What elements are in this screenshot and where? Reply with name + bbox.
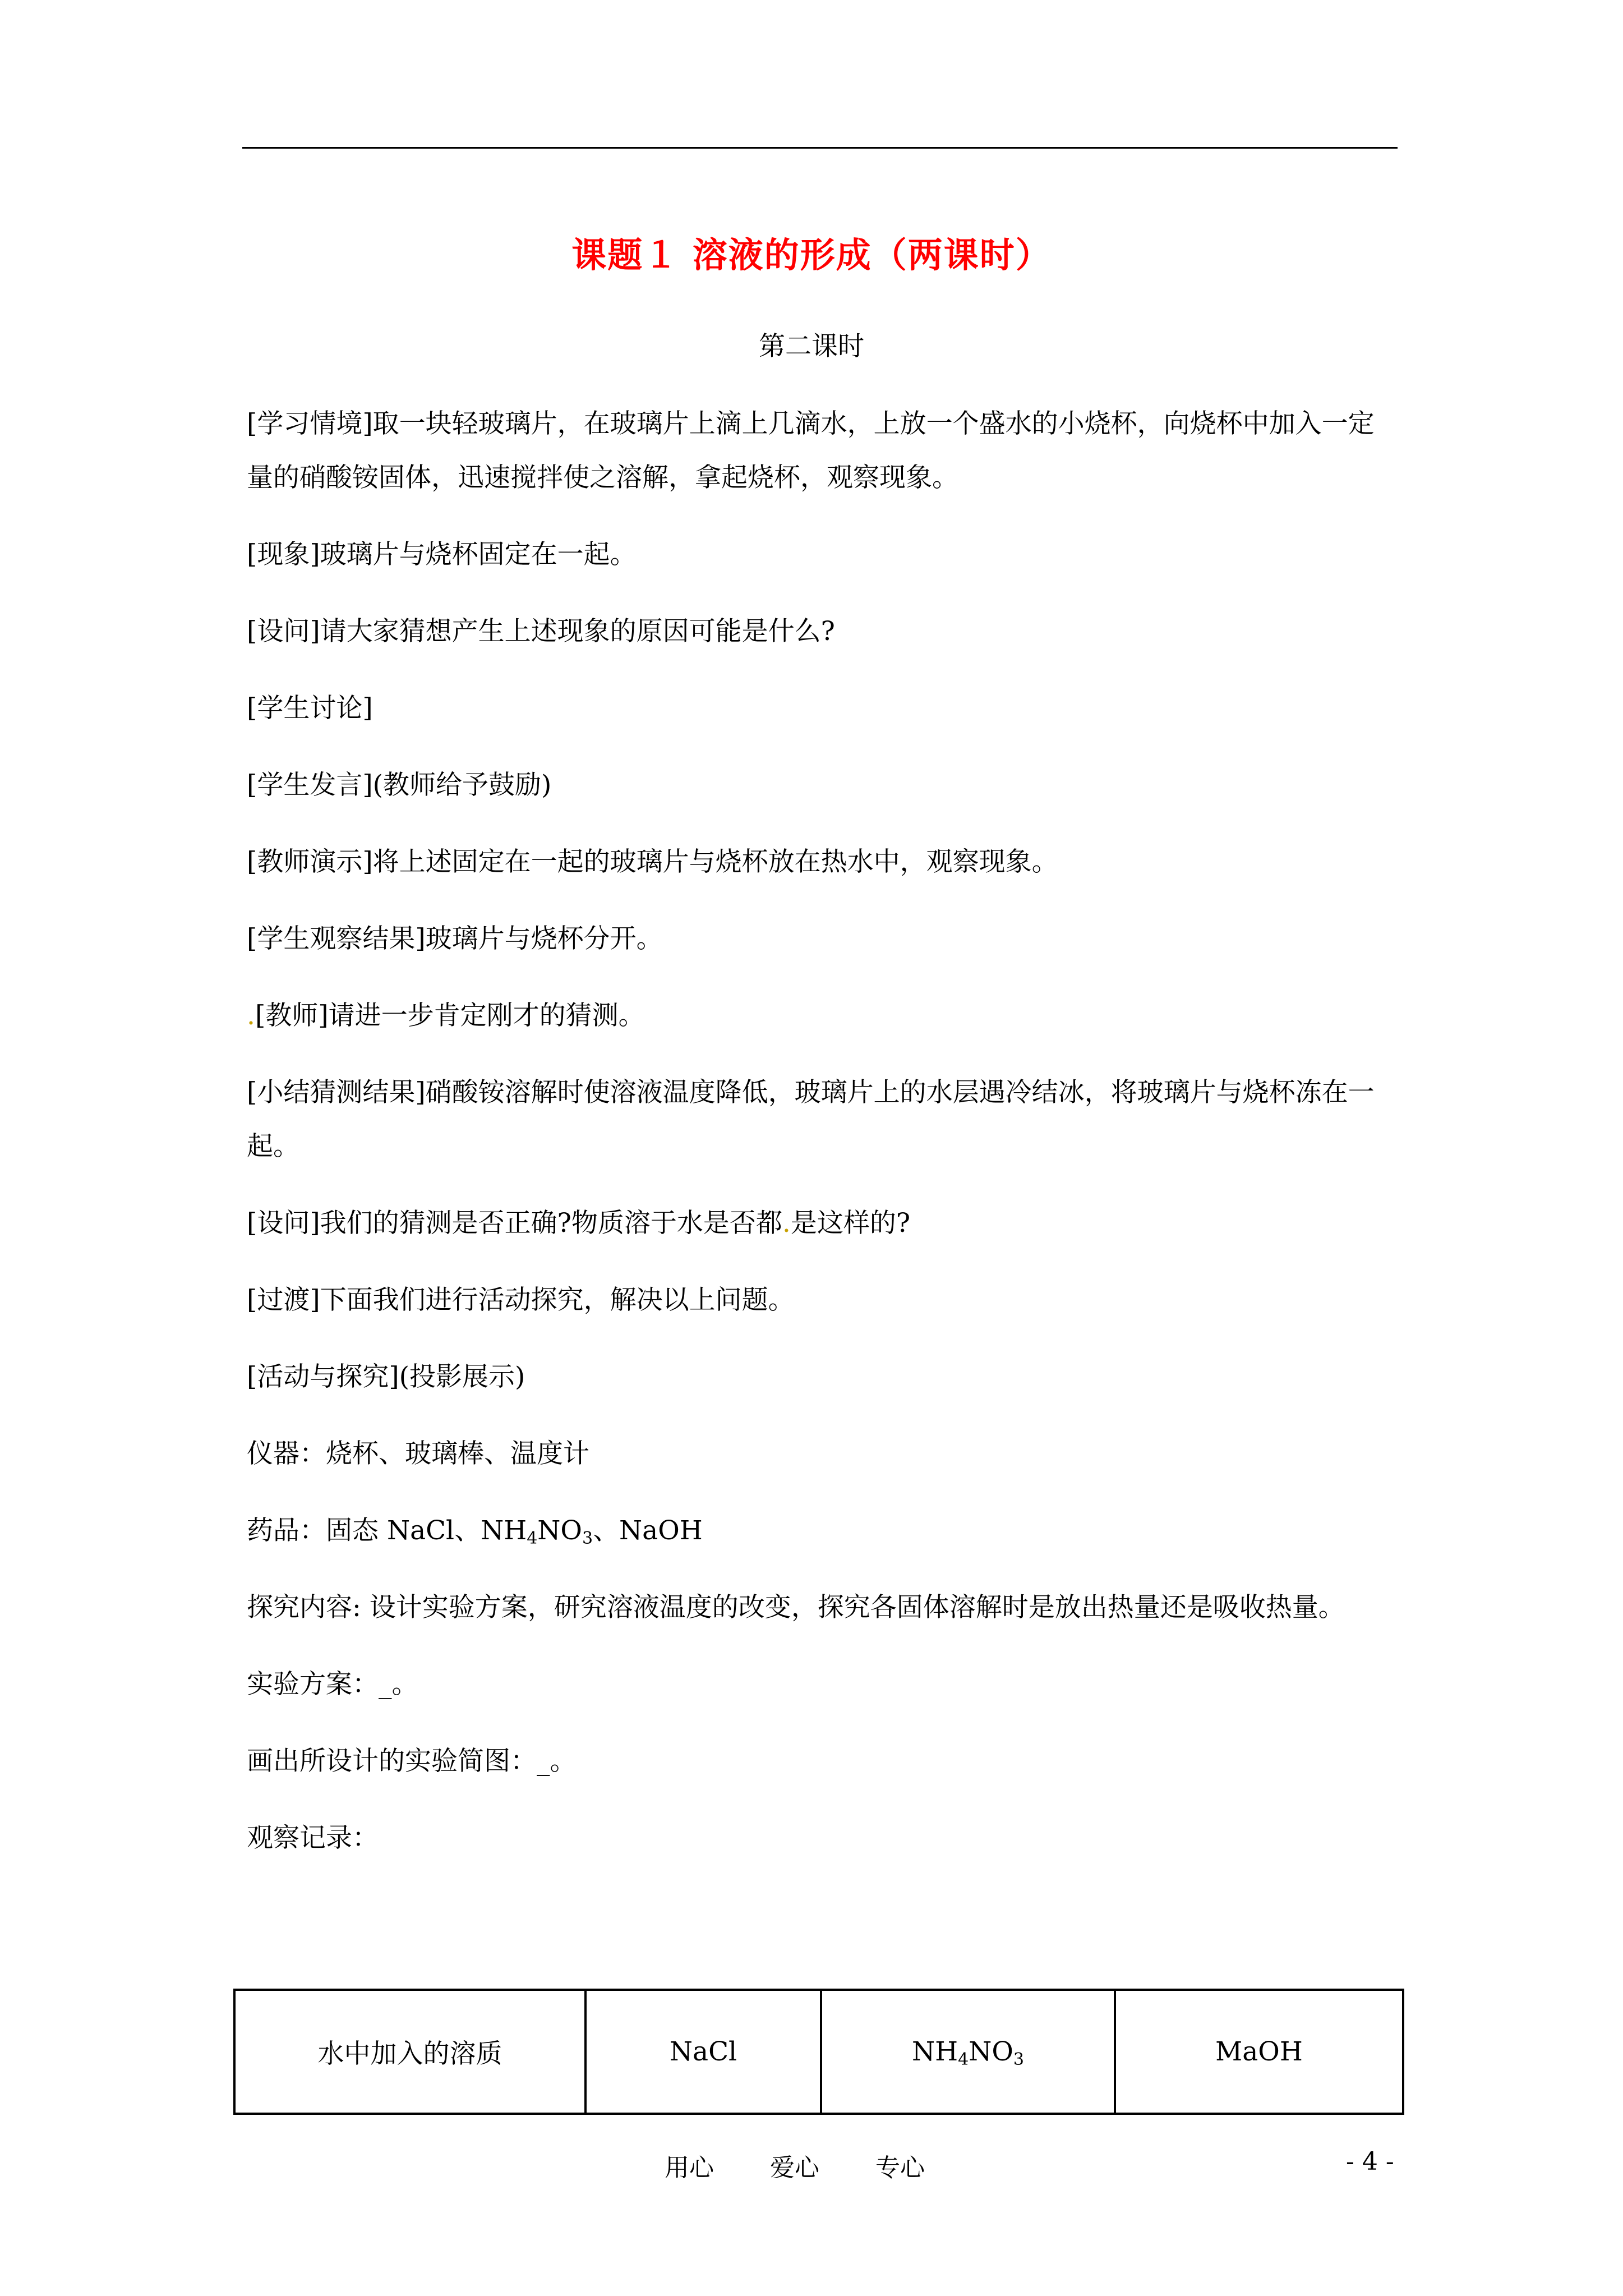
footer-motto-3: 专心 (875, 2154, 925, 2182)
paragraph-transition: [过渡]下面我们进行活动探究，解决以上问题。 (247, 1285, 795, 1315)
footer-motto (665, 2147, 981, 2183)
paragraph-question-2 (247, 1197, 1396, 1250)
footer-motto-2: 爱心 (770, 2154, 819, 2182)
reagents-sub-4: 4 (527, 1529, 538, 1548)
reagents-sub-3: 3 (582, 1529, 593, 1548)
paragraph-student-speech: [学生发言](教师给予鼓励) (247, 770, 552, 800)
table-row (234, 1990, 1403, 2114)
reagents-prefix: 药品：固态 NaCl、NH (247, 1515, 527, 1546)
paragraph-inquiry-content: 探究内容: 设计实验方案，研究溶液温度的改变，探究各固体溶解时是放出热量还是吸收热量。 (247, 1592, 1345, 1623)
paragraph-experiment-plan: 实验方案：_。 (247, 1669, 418, 1700)
paragraph-teacher-text: [教师]请进一步肯定刚才的猜测。 (255, 1000, 645, 1031)
header-rule (242, 147, 1398, 149)
paragraph-instruments: 仪器：烧杯、玻璃棒、温度计 (247, 1438, 589, 1469)
reagents-suffix: 、NaOH (593, 1515, 703, 1546)
page-subtitle: 第二课时 (759, 331, 864, 362)
paragraph-summary: [小结猜测结果]硝酸铵溶解时使溶液温度降低，玻璃片上的水层遇冷结冰，将玻璃片与烧杯冻在一起。 (247, 1077, 1375, 1162)
stray-mark: . (247, 1000, 255, 1031)
table-cell-maoh: MaOH (1115, 1990, 1403, 2114)
table-cell-solute-label: 水中加入的溶质 (234, 1990, 585, 2114)
document-body (247, 397, 1396, 1865)
stray-mark: . (782, 1208, 791, 1239)
paragraph-question: [设问]请大家猜想产生上述现象的原因可能是什么? (247, 616, 835, 647)
paragraph-learning-situation: [学习情境]取一块轻玻璃片，在玻璃片上滴上几滴水，上放一个盛水的小烧杯，向烧杯中加入一定量的硝酸铵固体，迅速搅拌使之溶解，拿起烧杯，观察现象。 (247, 408, 1375, 493)
question-2-text-a: [设问]我们的猜测是否正确?物质溶于水是否都 (247, 1208, 782, 1239)
paragraph-observation-record: 观察记录： (247, 1823, 379, 1853)
paragraph-phenomenon: [现象]玻璃片与烧杯固定在一起。 (247, 539, 637, 570)
paragraph-observation-result: [学生观察结果]玻璃片与烧杯分开。 (247, 923, 663, 954)
question-2-text-b: 是这样的? (790, 1208, 911, 1239)
page-title: 课题１ 溶液的形成（两课时） (571, 234, 1052, 275)
table-cell-nh4no3: $NH_4NO_3$ (821, 1990, 1115, 2114)
paragraph-experiment-sketch: 画出所设计的实验简图：_。 (247, 1746, 577, 1777)
paragraph-teacher-demo: [教师演示]将上述固定在一起的玻璃片与烧杯放在热水中，观察现象。 (247, 846, 1058, 877)
table-cell-nacl: NaCl (585, 1990, 821, 2114)
reagents-mid: NO (537, 1515, 582, 1546)
footer-motto-1: 用心 (665, 2154, 714, 2182)
paragraph-activity: [活动与探究](投影展示) (247, 1361, 525, 1392)
paragraph-reagents (247, 1504, 1396, 1558)
observation-table (233, 1989, 1404, 2115)
paragraph-teacher (247, 989, 1396, 1043)
paragraph-student-discussion: [学生讨论] (247, 693, 373, 724)
page-number: - 4 - (1346, 2147, 1394, 2176)
